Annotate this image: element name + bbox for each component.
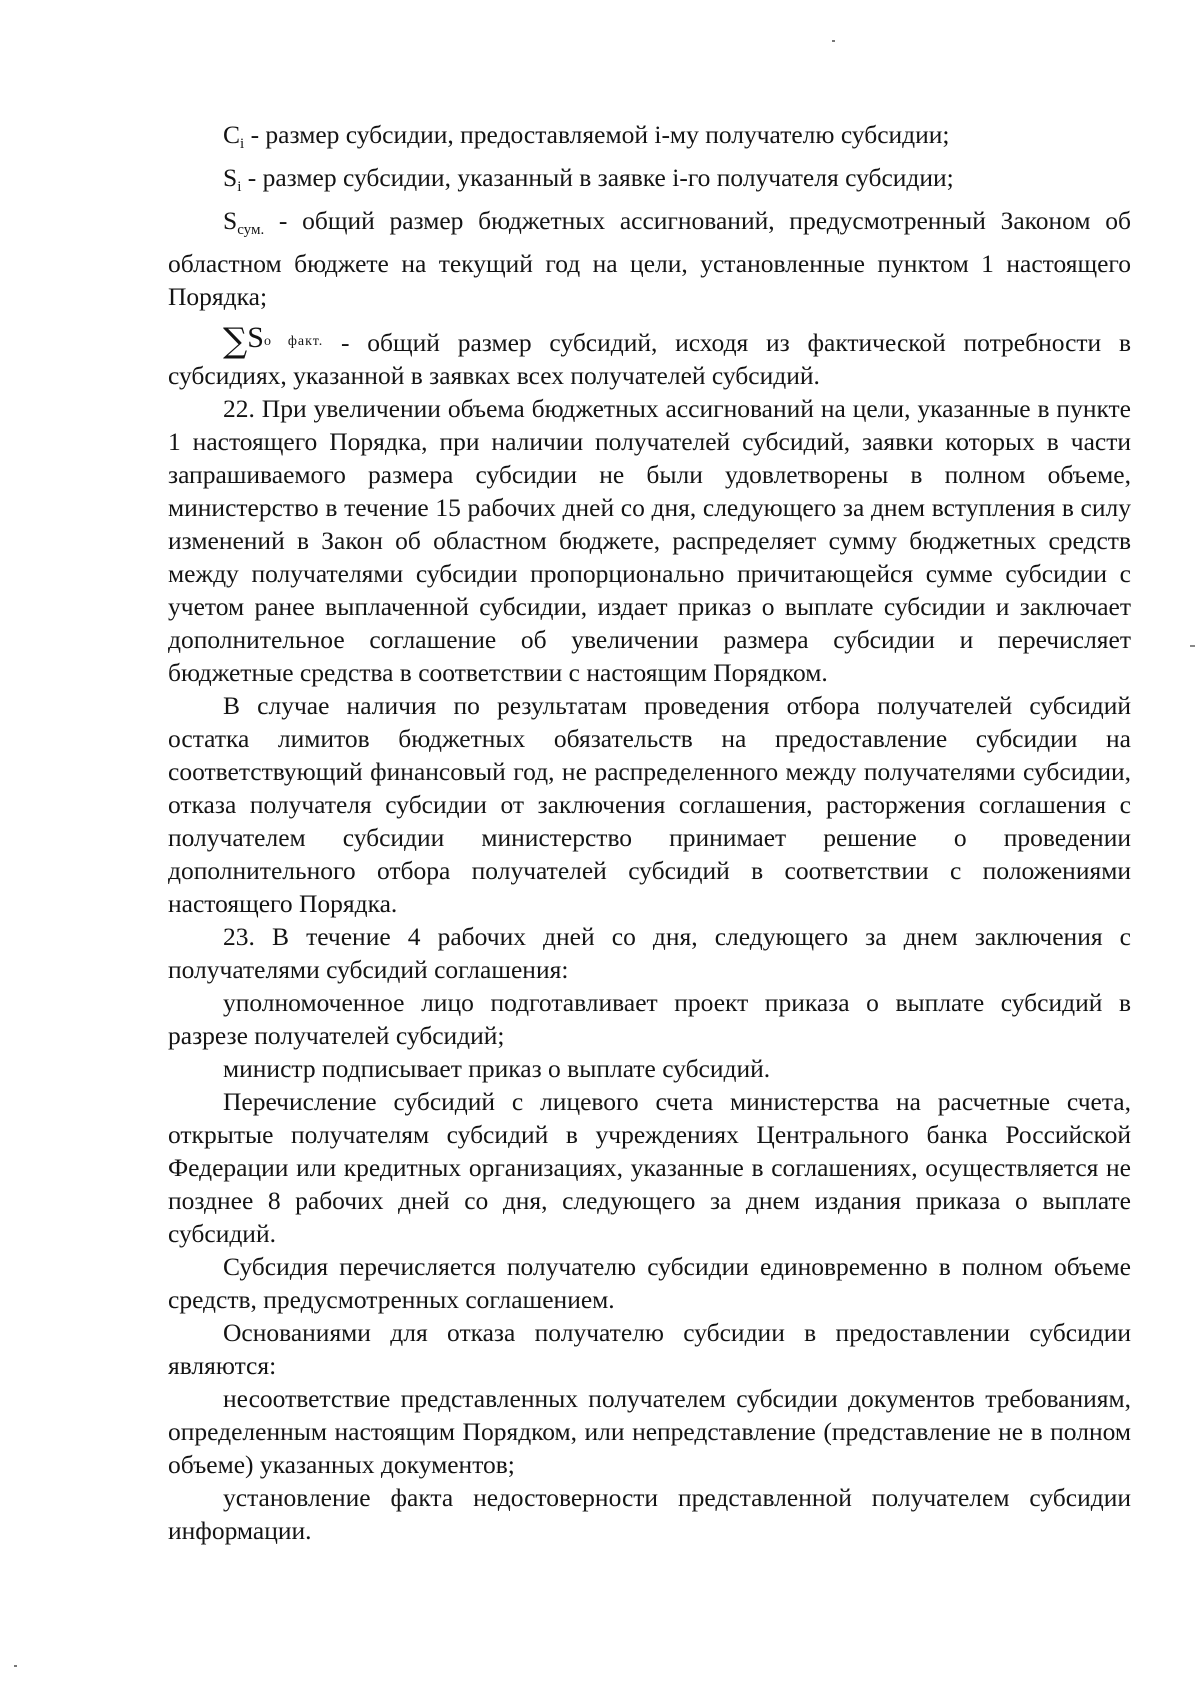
paragraph-authorized-person: уполномоченное лицо подготавливает проект приказа о выплате субсидий в разрезе получателей субсидий; bbox=[168, 988, 1131, 1050]
definition-text: - общий размер субсидий, исходя из фактической потребности в субсидиях, указанной в заявках всех получателей субсидий. bbox=[168, 328, 1131, 390]
paragraph-22: 22. При увеличении объема бюджетных ассигнований на цели, указанные в пункте 1 настоящего Порядка, при наличии получателей субсидий, заявки которых в части запрашиваемого размера субсидии не были удовлетворены в полном объеме, министерство в течение 15 рабочих дней со дня, следующего за днем вступления в силу изменений в Закон об областном бюджете, распределяет сумму бюджетных средств между получателями субсидии пропорционально причитающейся сумме субсидии с учетом ранее выплаченной субсидии, издает приказ о выплате субсидии и заключает дополнительное соглашение об увеличении размера субсидии и перечисляет бюджетные средства в соответствии с настоящим Порядком. bbox=[168, 394, 1131, 687]
definition-si bbox=[168, 161, 1131, 204]
definition-ssum bbox=[168, 204, 1131, 313]
definition-text: - размер субсидии, предоставляемой i-му получателю субсидии; bbox=[244, 120, 950, 149]
symbol: C bbox=[223, 120, 241, 149]
definition-ci bbox=[168, 118, 1131, 161]
symbol: S bbox=[247, 321, 264, 354]
document-body bbox=[168, 118, 1131, 1547]
definition-sum bbox=[168, 321, 1131, 392]
scan-speck bbox=[14, 1665, 17, 1667]
paragraph-unreliability: установление факта недостоверности представленной получателем субсидии информации. bbox=[168, 1483, 1131, 1545]
subscript: i bbox=[240, 136, 245, 152]
scan-speck bbox=[832, 40, 835, 42]
paragraph-additional-selection: В случае наличия по результатам проведения отбора получателей субсидий остатка лимитов бюджетных обязательств на предоставление субсидии на соответствующий финансовый год, не распределенного между получателями субсидии, отказа получателя субсидии от заключения соглашения, расторжения соглашения с получателем субсидии министерство принимает решение о проведении дополнительного отбора получателей субсидий в соответствии с положениями настоящего Порядка. bbox=[168, 691, 1131, 918]
paragraph-minister: министр подписывает приказ о выплате субсидий. bbox=[223, 1054, 771, 1083]
symbol: S bbox=[223, 163, 238, 192]
paragraph-refusal-grounds: Основаниями для отказа получателю субсидии в предоставлении субсидии являются: bbox=[168, 1318, 1131, 1380]
subscript: i bbox=[237, 179, 242, 195]
scan-edge-mark bbox=[1190, 645, 1195, 647]
sigma-symbol: ∑ bbox=[223, 321, 248, 361]
paragraph-nonconformity: несоответствие представленных получателем субсидии документов требованиям, определенным настоящим Порядком, или непредставление (представление не в полном объеме) указанных документов; bbox=[168, 1384, 1131, 1479]
definition-text: - размер субсидии, указанный в заявке i-го получателя субсидии; bbox=[241, 163, 954, 192]
paragraph-lump-sum: Субсидия перечисляется получателю субсидии единовременно в полном объеме средств, предусмотренных соглашением. bbox=[168, 1252, 1131, 1314]
subscript: сум. bbox=[237, 222, 265, 238]
subscript: о факт. bbox=[263, 334, 324, 349]
paragraph-23: 23. В течение 4 рабочих дней со дня, следующего за днем заключения с получателями субсидий соглашения: bbox=[168, 922, 1131, 984]
paragraph-transfer: Перечисление субсидий с лицевого счета министерства на расчетные счета, открытые получателям субсидий в учреждениях Центрального банка Российской Федерации или кредитных организациях, указанные в соглашениях, осуществляется не позднее 8 рабочих дней со дня, следующего за днем издания приказа о выплате субсидий. bbox=[168, 1087, 1131, 1248]
symbol: S bbox=[223, 206, 238, 235]
definitions-list bbox=[168, 118, 1131, 313]
definition-text: - общий размер бюджетных ассигнований, предусмотренный Законом об областном бюджете на текущий год на цели, установленные пунктом 1 настоящего Порядка; bbox=[168, 206, 1131, 311]
